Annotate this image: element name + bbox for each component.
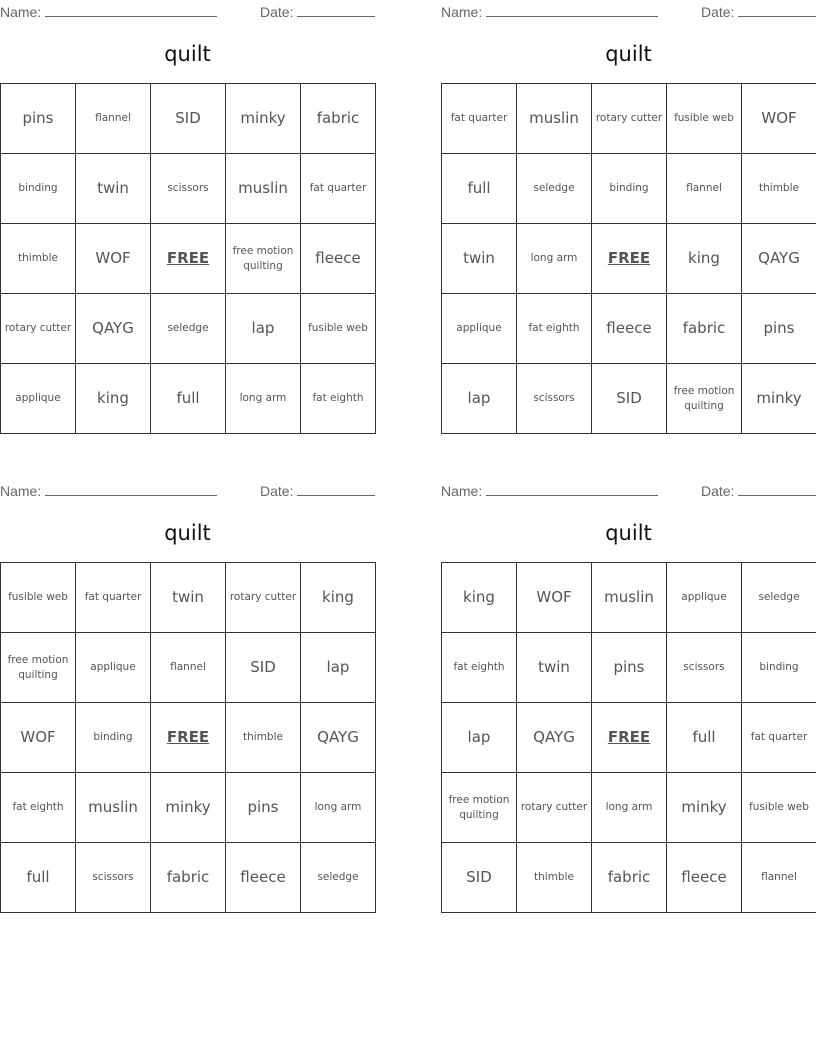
name-blank[interactable] bbox=[486, 3, 658, 17]
bingo-cell[interactable]: rotary cutter bbox=[592, 84, 667, 154]
bingo-cell[interactable]: full bbox=[442, 154, 517, 224]
free-space-cell[interactable]: FREE bbox=[151, 224, 226, 294]
date-field[interactable] bbox=[260, 3, 375, 20]
bingo-cell[interactable]: long arm bbox=[301, 773, 376, 843]
bingo-cell[interactable]: fabric bbox=[592, 843, 667, 913]
bingo-cell[interactable]: WOF bbox=[742, 84, 816, 154]
bingo-cell[interactable]: flannel bbox=[667, 154, 742, 224]
date-label: Date: bbox=[701, 4, 735, 20]
bingo-cell[interactable]: QAYG bbox=[742, 224, 816, 294]
bingo-cell[interactable]: fat eighth bbox=[442, 633, 517, 703]
name-field[interactable] bbox=[0, 3, 217, 20]
grid-row bbox=[442, 224, 816, 294]
bingo-cell[interactable]: SID bbox=[151, 84, 226, 154]
grid-row bbox=[1, 703, 376, 773]
grid-row bbox=[1, 563, 376, 633]
bingo-cell[interactable]: free motion quilting bbox=[667, 364, 742, 434]
bingo-cell[interactable]: fat eighth bbox=[517, 294, 592, 364]
bingo-card-4 bbox=[441, 479, 816, 913]
grid-row bbox=[1, 843, 376, 913]
bingo-cell[interactable]: twin bbox=[151, 563, 226, 633]
bingo-cell[interactable]: SID bbox=[442, 843, 517, 913]
bingo-cell[interactable]: lap bbox=[442, 703, 517, 773]
date-label: Date: bbox=[260, 4, 294, 20]
free-space-cell[interactable]: FREE bbox=[592, 703, 667, 773]
name-label: Name: bbox=[0, 483, 42, 499]
date-label: Date: bbox=[260, 483, 294, 499]
bingo-cell[interactable]: applique bbox=[667, 563, 742, 633]
bingo-cell[interactable]: fabric bbox=[667, 294, 742, 364]
bingo-cell[interactable]: seledge bbox=[301, 843, 376, 913]
bingo-cell[interactable]: QAYG bbox=[76, 294, 151, 364]
bingo-cell[interactable]: minky bbox=[226, 84, 301, 154]
bingo-cell[interactable]: seledge bbox=[517, 154, 592, 224]
free-space-cell[interactable]: FREE bbox=[151, 703, 226, 773]
bingo-cell[interactable]: flannel bbox=[742, 843, 816, 913]
date-blank[interactable] bbox=[297, 482, 375, 496]
name-label: Name: bbox=[441, 483, 483, 499]
bingo-cell[interactable]: fleece bbox=[226, 843, 301, 913]
bingo-cell[interactable]: twin bbox=[442, 224, 517, 294]
grid-row bbox=[442, 703, 816, 773]
date-blank[interactable] bbox=[738, 3, 816, 17]
bingo-cell[interactable]: SID bbox=[226, 633, 301, 703]
grid-row bbox=[442, 154, 816, 224]
bingo-cell[interactable]: muslin bbox=[592, 563, 667, 633]
bingo-cell[interactable]: lap bbox=[301, 633, 376, 703]
bingo-cell[interactable]: rotary cutter bbox=[1, 294, 76, 364]
bingo-grid bbox=[0, 562, 376, 913]
free-space-cell[interactable]: FREE bbox=[592, 224, 667, 294]
bingo-cell[interactable]: twin bbox=[517, 633, 592, 703]
card-title: quilt bbox=[605, 521, 652, 545]
date-blank[interactable] bbox=[738, 482, 816, 496]
bingo-cell[interactable]: muslin bbox=[76, 773, 151, 843]
name-blank[interactable] bbox=[45, 482, 217, 496]
bingo-cell[interactable]: SID bbox=[592, 364, 667, 434]
grid-row bbox=[1, 364, 376, 434]
bingo-cell[interactable]: muslin bbox=[517, 84, 592, 154]
bingo-cell[interactable]: binding bbox=[592, 154, 667, 224]
bingo-cell[interactable]: long arm bbox=[226, 364, 301, 434]
bingo-card-1 bbox=[0, 0, 375, 434]
bingo-cell[interactable]: fat quarter bbox=[442, 84, 517, 154]
bingo-cell[interactable]: thimble bbox=[226, 703, 301, 773]
bingo-cell[interactable]: WOF bbox=[1, 703, 76, 773]
grid-row bbox=[442, 773, 816, 843]
bingo-cell[interactable]: scissors bbox=[517, 364, 592, 434]
bingo-cell[interactable]: rotary cutter bbox=[226, 563, 301, 633]
card-title: quilt bbox=[164, 521, 211, 545]
bingo-cell[interactable]: king bbox=[442, 563, 517, 633]
bingo-cell[interactable]: fleece bbox=[667, 843, 742, 913]
bingo-grid bbox=[441, 83, 816, 434]
bingo-cell[interactable]: applique bbox=[76, 633, 151, 703]
card-title: quilt bbox=[164, 42, 211, 66]
bingo-cell[interactable]: fleece bbox=[592, 294, 667, 364]
bingo-cell[interactable]: QAYG bbox=[517, 703, 592, 773]
bingo-cell[interactable]: fusible web bbox=[667, 84, 742, 154]
bingo-cell[interactable]: muslin bbox=[226, 154, 301, 224]
bingo-cell[interactable]: applique bbox=[1, 364, 76, 434]
bingo-cell[interactable]: fabric bbox=[151, 843, 226, 913]
name-label: Name: bbox=[441, 4, 483, 20]
grid-row bbox=[442, 364, 816, 434]
date-field[interactable] bbox=[701, 482, 816, 499]
bingo-cell[interactable]: binding bbox=[742, 633, 816, 703]
bingo-cell[interactable]: QAYG bbox=[301, 703, 376, 773]
bingo-cell[interactable]: minky bbox=[742, 364, 816, 434]
name-label: Name: bbox=[0, 4, 42, 20]
bingo-cell[interactable]: pins bbox=[226, 773, 301, 843]
bingo-card-2 bbox=[441, 0, 816, 434]
bingo-cell[interactable]: long arm bbox=[517, 224, 592, 294]
name-blank[interactable] bbox=[45, 3, 217, 17]
bingo-cell[interactable]: fat quarter bbox=[742, 703, 816, 773]
bingo-cell[interactable]: fusible web bbox=[301, 294, 376, 364]
grid-row bbox=[442, 563, 816, 633]
bingo-cell[interactable]: fleece bbox=[301, 224, 376, 294]
bingo-cell[interactable]: seledge bbox=[742, 563, 816, 633]
name-field[interactable] bbox=[0, 482, 217, 499]
bingo-cell[interactable]: minky bbox=[667, 773, 742, 843]
bingo-cell[interactable]: full bbox=[151, 364, 226, 434]
bingo-cell[interactable]: fabric bbox=[301, 84, 376, 154]
bingo-grid bbox=[441, 562, 816, 913]
bingo-cell[interactable]: flannel bbox=[151, 633, 226, 703]
bingo-cell[interactable]: king bbox=[667, 224, 742, 294]
grid-row bbox=[442, 84, 816, 154]
bingo-grid bbox=[0, 83, 376, 434]
grid-row bbox=[1, 154, 376, 224]
bingo-cell[interactable]: WOF bbox=[517, 563, 592, 633]
bingo-card-3 bbox=[0, 479, 375, 913]
bingo-cell[interactable]: fusible web bbox=[742, 773, 816, 843]
bingo-cell[interactable]: applique bbox=[442, 294, 517, 364]
date-blank[interactable] bbox=[297, 3, 375, 17]
bingo-cell[interactable]: pins bbox=[1, 84, 76, 154]
bingo-cell[interactable]: full bbox=[1, 843, 76, 913]
bingo-cell[interactable]: fat eighth bbox=[1, 773, 76, 843]
bingo-cell[interactable]: king bbox=[76, 364, 151, 434]
bingo-cell[interactable]: king bbox=[301, 563, 376, 633]
bingo-cell[interactable]: minky bbox=[151, 773, 226, 843]
grid-row bbox=[1, 294, 376, 364]
bingo-cell[interactable]: thimble bbox=[1, 224, 76, 294]
bingo-cell[interactable]: fusible web bbox=[1, 563, 76, 633]
bingo-cell[interactable]: scissors bbox=[76, 843, 151, 913]
bingo-cell[interactable]: lap bbox=[226, 294, 301, 364]
bingo-cell[interactable]: fat quarter bbox=[76, 563, 151, 633]
bingo-cell[interactable]: WOF bbox=[76, 224, 151, 294]
grid-row bbox=[442, 294, 816, 364]
date-label: Date: bbox=[701, 483, 735, 499]
grid-row bbox=[442, 843, 816, 913]
bingo-cell[interactable]: scissors bbox=[667, 633, 742, 703]
name-blank[interactable] bbox=[486, 482, 658, 496]
bingo-cell[interactable]: binding bbox=[76, 703, 151, 773]
bingo-cell[interactable]: binding bbox=[1, 154, 76, 224]
grid-row bbox=[1, 633, 376, 703]
name-field[interactable] bbox=[441, 3, 658, 20]
bingo-cell[interactable]: free motion quilting bbox=[226, 224, 301, 294]
bingo-cell[interactable]: fat quarter bbox=[301, 154, 376, 224]
date-field[interactable] bbox=[260, 482, 375, 499]
bingo-cell[interactable]: lap bbox=[442, 364, 517, 434]
name-field[interactable] bbox=[441, 482, 658, 499]
bingo-cell[interactable]: thimble bbox=[742, 154, 816, 224]
bingo-cell[interactable]: flannel bbox=[76, 84, 151, 154]
bingo-cell[interactable]: free motion quilting bbox=[1, 633, 76, 703]
grid-row bbox=[1, 84, 376, 154]
bingo-cell[interactable]: seledge bbox=[151, 294, 226, 364]
date-field[interactable] bbox=[701, 3, 816, 20]
bingo-cell[interactable]: free motion quilting bbox=[442, 773, 517, 843]
grid-row bbox=[442, 633, 816, 703]
bingo-cell[interactable]: full bbox=[667, 703, 742, 773]
bingo-cell[interactable]: twin bbox=[76, 154, 151, 224]
bingo-cell[interactable]: long arm bbox=[592, 773, 667, 843]
bingo-cell[interactable]: rotary cutter bbox=[517, 773, 592, 843]
bingo-cell[interactable]: pins bbox=[592, 633, 667, 703]
bingo-cell[interactable]: thimble bbox=[517, 843, 592, 913]
bingo-cell[interactable]: fat eighth bbox=[301, 364, 376, 434]
bingo-cell[interactable]: pins bbox=[742, 294, 816, 364]
bingo-cell[interactable]: scissors bbox=[151, 154, 226, 224]
card-title: quilt bbox=[605, 42, 652, 66]
grid-row bbox=[1, 773, 376, 843]
grid-row bbox=[1, 224, 376, 294]
